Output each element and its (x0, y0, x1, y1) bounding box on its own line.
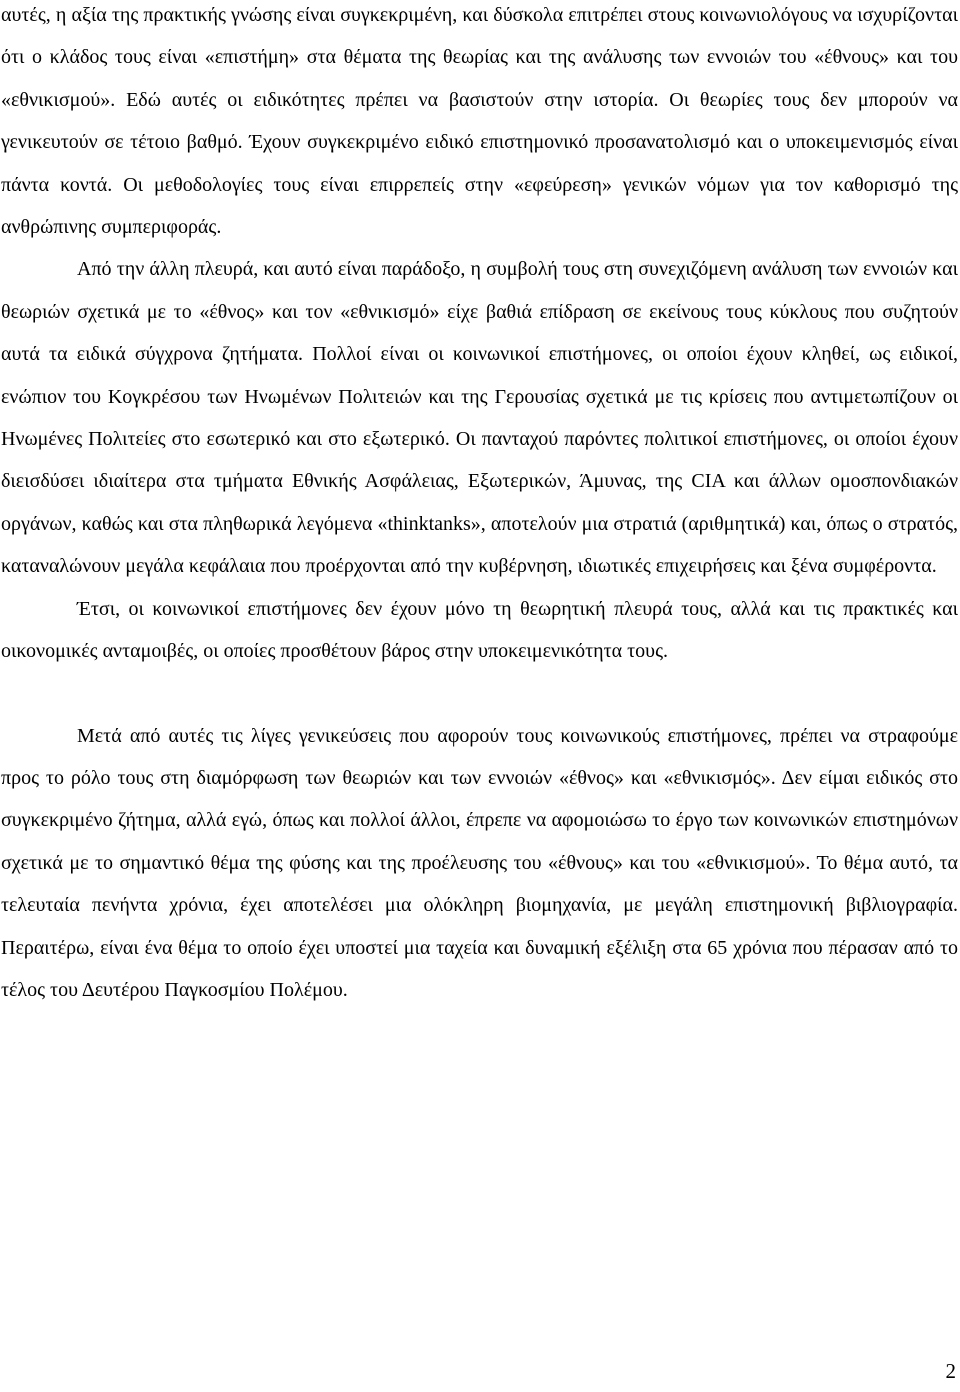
paragraph-continued: αυτές, η αξία της πρακτικής γνώσης είναι συγκεκριμένη, και δύσκολα επιτρέπει στους κοινωνιολόγους να ισχυρίζονται ότι ο κλάδος τους είναι «επιστήμη» στα θέματα της θεωρίας και της ανάλυσης των εννοιών του «έθνους» και του «εθνικισμού». Εδώ αυτές οι ειδικότητες πρέπει να βασιστούν στην ιστορία. Οι θεωρίες τους δεν μπορούν να γενικευτούν σε τέτοιο βαθμό. Έχουν συγκεκριμένο ειδικό επιστημονικό προσανατολισμό και ο υποκειμενισμός είναι πάντα κοντά. Οι μεθοδολογίες τους είναι επιρρεπείς στην «εφεύρεση» γενικών νόμων για τον καθορισμό της ανθρώπινης συμπεριφοράς. (1, 4, 958, 239)
body-text (1, 0, 958, 1011)
paragraph-practical-rewards: Έτσι, οι κοινωνικοί επιστήμονες δεν έχουν μόνο τη θεωρητική πλευρά τους, αλλά και τις πρακτικές και οικονομικές ανταμοιβές, οι οποίες προσθέτουν βάρος στην υποκειμενικότητα τους. (1, 597, 958, 663)
paragraph-nation-theories: Μετά από αυτές τις λίγες γενικεύσεις που αφορούν τους κοινωνικούς επιστήμονες, πρέπει να στραφούμε προς το ρόλο τους στη διαμόρφωση των θεωριών και των εννοιών «έθνος» και «εθνικισμός». Δεν είμαι ειδικός στο συγκεκριμένο ζήτημα, αλλά εγώ, όπως και πολλοί άλλοι, έπρεπε να αφομοιώσω το έργο των κοινωνικών επιστημόνων σχετικά με το σημαντικό θέμα της φύσης και της προέλευσης του «έθνους» και του «εθνικισμού». Το θέμα αυτό, τα τελευταία πενήντα χρόνια, έχει αποτελέσει μια ολόκληρη βιομηχανία, με μεγάλη επιστημονική βιβλιογραφία. Περαιτέρω, είναι ένα θέμα το οποίο έχει υποστεί μια ταχεία και δυναμική εξέλιξη στα 65 χρόνια που πέρασαν από το τέλος του Δευτέρου Παγκοσμίου Πολέμου. (1, 724, 958, 1001)
page-number: 2 (945, 1359, 956, 1383)
paragraph-social-scientists-influence: Από την άλλη πλευρά, και αυτό είναι παράδοξο, η συμβολή τους στη συνεχιζόμενη ανάλυση των εννοιών και θεωριών σχετικά με το «έθνος» και τον «εθνικισμό» είχε βαθιά επίδραση σε εκείνους τους κύκλους που συζητούν αυτά τα ειδικά σύγχρονα ζητήματα. Πολλοί είναι οι κοινωνικοί επιστήμονες, οι οποίοι έχουν κληθεί, ως ειδικοί, ενώπιον του Κογκρέσου των Ηνωμένων Πολιτειών και της Γερουσίας σχετικά με τις κρίσεις που αντιμετωπίζουν οι Ηνωμένες Πολιτείες στο εσωτερικό και στο εξωτερικό. Οι πανταχού παρόντες πολιτικοί επιστήμονες, οι οποίοι έχουν διεισδύσει ιδιαίτερα στα τμήματα Εθνικής Ασφάλειας, Εξωτερικών, Άμυνας, της CIA και άλλων ομοσπονδιακών οργάνων, καθώς και στα πληθωρικά λεγόμενα «thinktanks», αποτελούν μια στρατιά (αριθμητικά) και, όπως ο στρατός, καταναλώνουν μεγάλα κεφάλαια που προέρχονται από την κυβέρνηση, ιδιωτικές επιχειρήσεις και ξένα συμφέροντα. (1, 258, 958, 578)
